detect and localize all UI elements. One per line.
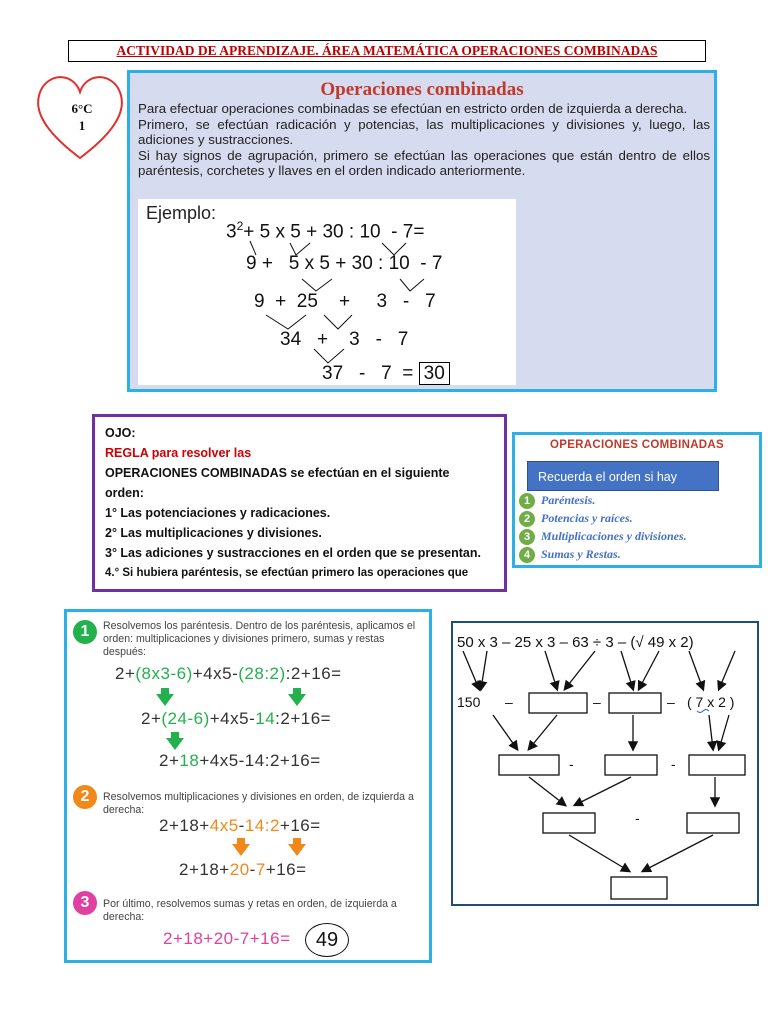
exercise-expression: 50 x 3 – 25 x 3 – 63 ÷ 3 – (√ 49 x 2): [457, 634, 694, 651]
step-2-text: Resolvemos multiplicaciones y divisiones en orden, de izquierda a derecha:: [103, 791, 414, 816]
explanation-heading: Operaciones combinadas: [320, 79, 524, 100]
step-3-expression: 2+18+20-7+16=: [163, 929, 291, 948]
answer-box[interactable]: [609, 693, 661, 713]
answer-box[interactable]: [543, 813, 595, 833]
row1-minus: –: [505, 694, 513, 710]
answer-box[interactable]: [499, 755, 559, 775]
example-label: Ejemplo:: [146, 203, 217, 223]
row1-value: 150: [457, 694, 481, 710]
step-3-number: 3: [73, 891, 97, 915]
answer-box[interactable]: [529, 693, 587, 713]
row1-minus: –: [667, 694, 675, 710]
order-item: 3 Multiplicaciones y divisiones.: [519, 529, 687, 545]
example-line-2: 9 + 5 x 5 + 30 : 10 - 7: [246, 253, 443, 274]
example-line-3: 9 + 25 + 3 - 7: [254, 291, 436, 312]
example-line-4: 34 + 3 - 7: [280, 329, 409, 350]
step-1-expression-c: 2+18+4x5-14:2+16=: [159, 751, 321, 770]
rule-item: 2° Las multiplicaciones y divisiones.: [105, 526, 322, 540]
step-3-text: Por último, resolvemos sumas y retas en orden, de izquierda a derecha:: [103, 898, 397, 923]
rule-title: REGLA para resolver las: [105, 446, 252, 460]
steps-panel: [64, 609, 432, 963]
row2-minus: -: [671, 756, 676, 772]
step-1-number: 1: [73, 620, 97, 644]
rule-item: 3° Las adiciones y sustracciones en el orden que se presentan.: [105, 546, 481, 560]
rule-item: 1° Las potenciaciones y radicaciones.: [105, 506, 331, 520]
down-arrow-icon: [288, 844, 306, 856]
rule-line: orden:: [105, 486, 144, 500]
page-title: ACTIVIDAD DE APRENDIZAJE. ÁREA MATEMÁTICA OPERACIONES COMBINADAS: [68, 40, 706, 62]
row1-minus: –: [593, 694, 601, 710]
answer-box[interactable]: [687, 813, 739, 833]
order-heading: OPERACIONES COMBINADAS: [549, 439, 724, 451]
rule-item: 4.° Si hubiera paréntesis, se efectúan primero las operaciones que: [105, 567, 469, 579]
final-answer-box[interactable]: [611, 877, 667, 899]
order-item: 1 Paréntesis.: [519, 493, 595, 509]
down-arrow-icon: [166, 738, 184, 750]
row3-minus: -: [635, 810, 640, 826]
row2-minus: -: [569, 756, 574, 772]
exercise-tree: [451, 621, 759, 906]
explanation-paragraph: Para efectuar operaciones combinadas se efectúan en estricto orden de izquierda a derecha.: [138, 101, 688, 116]
explanation-panel: [127, 70, 717, 392]
example-box: [138, 199, 516, 385]
ojo-label: OJO:: [105, 426, 136, 440]
grade-label: [52, 100, 112, 134]
example-result: 30: [419, 362, 450, 385]
grade-line: 6°C: [71, 101, 93, 116]
order-item: 2 Potencias y raíces.: [519, 511, 633, 527]
order-panel: [512, 432, 762, 568]
section-line: 1: [78, 118, 86, 133]
explanation-paragraph: Si hay signos de agrupación, primero se efectúan las operaciones que están dentro de ellos paréntesis, corchetes y llaves en el orden indicado anteriormente.: [138, 147, 710, 178]
row1-parenthesis: ( 7 x 2 ): [687, 694, 735, 710]
step-1-expression-b: 2+(24-6)+4x5-14:2+16=: [141, 709, 332, 728]
explanation-paragraph: Primero, se efectúan radicación y potencias, las multiplicaciones y divisiones y, luego, las adiciones y sustracciones.: [138, 116, 710, 147]
down-arrow-icon: [288, 694, 306, 706]
example-line-5: 37 - 7 = 30: [322, 363, 450, 385]
reminder-banner: Recuerda el orden si hay: [527, 461, 719, 491]
rule-panel: [92, 414, 507, 592]
exercise-diagram: [453, 623, 757, 904]
explanation-text: [138, 101, 710, 179]
step-1-text: Resolvemos los paréntesis. Dentro de los paréntesis, aplicamos el orden: multiplicaciones y divisiones primero, sumas y restas después:: [103, 620, 416, 658]
answer-box[interactable]: [605, 755, 657, 775]
step-2-number: 2: [73, 785, 97, 809]
step-2-expression-a: 2+18+4x5-14:2+16=: [159, 816, 321, 835]
example-connector-lines: [138, 199, 516, 385]
down-arrow-icon: [156, 694, 174, 706]
step-2-expression-b: 2+18+20-7+16=: [179, 860, 307, 879]
rule-line: OPERACIONES COMBINADAS se efectúan en el siguiente: [105, 466, 450, 480]
step-3-result: 49: [305, 923, 349, 957]
step-1-expression-a: 2+(8x3-6)+4x5-(28:2):2+16=: [115, 664, 342, 683]
example-line-1: $3^2+ 5$ x 5 + 30 : 10 - 7=: [226, 219, 425, 243]
down-arrow-icon: [232, 844, 250, 856]
answer-box[interactable]: [689, 755, 745, 775]
order-item: 4 Sumas y Restas.: [519, 547, 621, 563]
